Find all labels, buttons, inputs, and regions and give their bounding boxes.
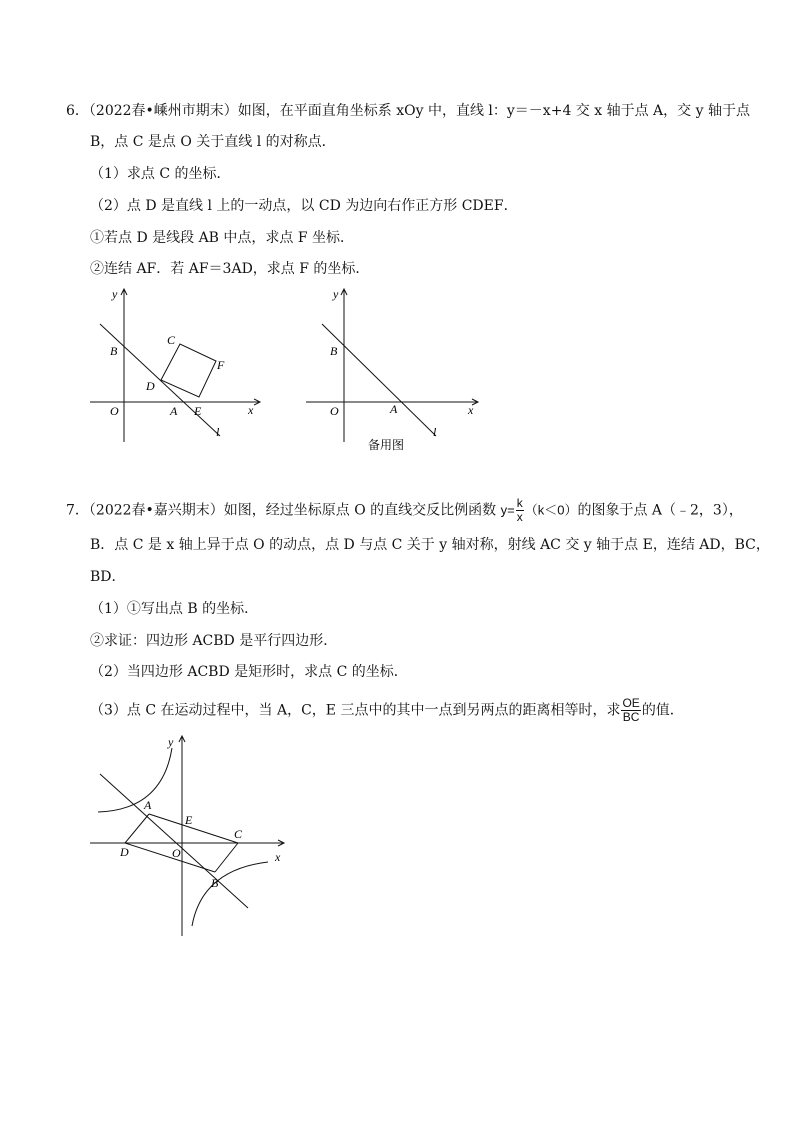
fig1-label-x: x [248, 403, 254, 417]
fig2-label-B: B [330, 344, 338, 358]
q7-func-condition: （k＜0） [524, 502, 578, 518]
fig1-label-D: D [146, 379, 155, 393]
fig7-label-y: y [168, 735, 174, 749]
q6-stem-line-1: 6．（2022春•嵊州市期末）如图，在平面直角坐标系 xOy 中，直线 l：y＝－x+4 交 x 轴于点 A，交 y 轴于点 [66, 103, 750, 119]
q7-stem-line-1-post: 的图象于点 A（﹣2，3）， [577, 502, 743, 519]
q7-stem-line-1-pre: 7．（2022春•嘉兴期末）如图，经过坐标原点 O 的直线交反比例函数 [66, 502, 501, 519]
q7-stem-line-1 [66, 497, 743, 524]
q7-part-3-pre: （3）点 C 在运动过程中，当 A，C，E 三点中的其中一点到另两点的距离相等时，求 [90, 702, 621, 719]
fig7-label-E: E [185, 813, 193, 827]
fig2-label-A: A [390, 402, 398, 416]
fig7-label-O: O [172, 846, 181, 860]
fig7-label-x: x [275, 850, 281, 864]
line-l [322, 324, 436, 436]
q7-part-1-sub-1: （1）①写出点 B 的坐标． [90, 601, 259, 617]
fig2-label-O: O [330, 404, 339, 418]
fig1-label-E: E [194, 404, 202, 418]
q7-ratio-denominator: BC [622, 710, 640, 724]
q7-part-1-sub-2: ②求证：四边形 ACBD 是平行四边形． [90, 633, 338, 649]
segment-CB [215, 843, 238, 872]
q7-figure [88, 730, 298, 940]
q7-stem-line-3: BD． [90, 569, 126, 585]
q7-func-fraction [516, 497, 524, 524]
q7-ratio-fraction [621, 697, 640, 724]
q6-figure-main [88, 284, 268, 444]
fig7-label-B: B [211, 876, 219, 890]
fig7-label-C: C [234, 827, 243, 841]
fig2-label-l: l [433, 425, 437, 439]
q7-func-lhs: y= [500, 502, 515, 518]
q7-part-3 [90, 697, 684, 724]
fig7-label-A: A [144, 798, 152, 812]
q6-part-2-sub-1: ①若点 D 是线段 AB 中点，求点 F 坐标． [90, 230, 355, 246]
q6-part-2-sub-2: ②连结 AF．若 AF＝3AD，求点 F 的坐标． [90, 261, 370, 277]
q7-ratio-numerator: OE [622, 696, 640, 710]
fig1-label-y: y [112, 287, 118, 301]
fig1-label-C: C [167, 333, 176, 347]
segment-AC [149, 814, 238, 843]
q6-part-2: （2）点 D 是直线 l 上的一动点，以 CD 为边向右作正方形 CDEF． [90, 198, 518, 214]
fig7-label-D: D [120, 845, 129, 859]
fig2-label-x: x [468, 403, 474, 417]
q6-part-1: （1）求点 C 的坐标． [90, 166, 231, 182]
hyperbola-branch-lower [192, 862, 268, 926]
q7-func-numerator: k [516, 496, 523, 510]
hyperbola-branch-upper [98, 748, 172, 812]
fig2-label-y: y [333, 287, 339, 301]
line-l [100, 324, 220, 436]
q7-stem-line-2: B．点 C 是 x 轴上异于点 O 的动点，点 D 与点 C 关于 y 轴对称，射线 AC 交 y 轴于点 E，连结 AD，BC， [90, 537, 770, 553]
q6-figure-spare [302, 284, 482, 454]
fig1-label-F: F [217, 358, 225, 372]
q7-func-denominator: x [516, 510, 523, 524]
fig1-label-O: O [110, 404, 119, 418]
segment-DB [125, 843, 215, 872]
fig2-caption: 备用图 [368, 438, 405, 452]
q7-part-2: （2）当四边形 ACBD 是矩形时，求点 C 的坐标． [90, 664, 408, 680]
q6-stem-line-2: B，点 C 是点 O 关于直线 l 的对称点． [90, 134, 336, 150]
q7-part-3-post: 的值． [641, 702, 684, 719]
fig1-label-B: B [110, 344, 118, 358]
line-AB [100, 774, 248, 908]
segment-AD [125, 814, 149, 843]
fig1-label-A: A [170, 404, 178, 418]
fig1-label-l: l [216, 425, 220, 439]
